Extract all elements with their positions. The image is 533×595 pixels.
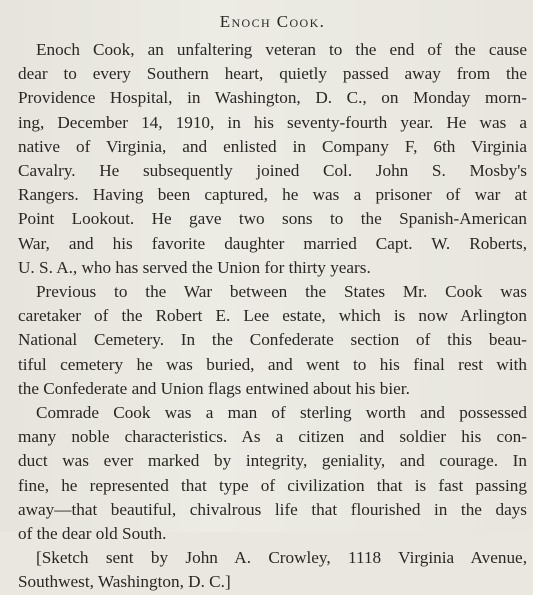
text-line: Rangers. Having been captured, he was a prisoner of war at (18, 185, 527, 205)
text-line: duct was ever marked by integrity, geniality, and courage. In (18, 451, 527, 471)
text-line: National Cemetery. In the Confederate section of this beau- (18, 330, 527, 350)
text-line: Previous to the War between the States Mr. Cook was (36, 282, 527, 302)
text-line: away—that beautiful, chivalrous life that flourished in the days (18, 499, 527, 519)
article-title: Enoch Cook. (219, 12, 326, 31)
paragraph-2 (18, 280, 527, 401)
text-line: fine, he represented that type of civilization that is fast passing (18, 475, 527, 495)
text-line: U. S. A., who has served the Union for thirty years. (18, 257, 371, 277)
text-line: Enoch Cook, an unfaltering veteran to the end of the cause (36, 40, 527, 59)
text-line: the Confederate and Union flags entwined about his bier. (18, 378, 410, 398)
text-line: Southwest, Washington, D. C.] (18, 572, 231, 592)
text-line: native of Virginia, and enlisted in Company F, 6th Virginia (18, 136, 527, 156)
paragraph-1 (18, 38, 527, 280)
text-line: of the dear old South. (18, 524, 167, 544)
text-line: War, and his favorite daughter married Capt. W. Roberts, (18, 233, 527, 253)
text-line: Point Lookout. He gave two sons to the Spanish-American (18, 209, 527, 229)
text-line: Cavalry. He subsequently joined Col. John S. Mosby's (18, 161, 527, 181)
text-line: caretaker of the Robert E. Lee estate, which is now Arlington (18, 306, 527, 326)
paragraph-3 (18, 401, 527, 546)
text-line: ing, December 14, 1910, in his seventy-fourth year. He was a (18, 112, 527, 132)
text-line: Providence Hospital, in Washington, D. C., on Monday morn- (18, 88, 527, 108)
text-line: [Sketch sent by John A. Crowley, 1118 Virginia Avenue, (36, 548, 527, 568)
paragraph-4 (18, 546, 527, 594)
text-line: dear to every Southern heart, quietly passed away from the (18, 64, 527, 84)
text-line: Comrade Cook was a man of sterling worth and possessed (36, 403, 527, 423)
text-line: tiful cemetery he was buried, and went to his final rest with (18, 354, 527, 374)
text-line: many noble characteristics. As a citizen and soldier his con- (18, 427, 527, 447)
